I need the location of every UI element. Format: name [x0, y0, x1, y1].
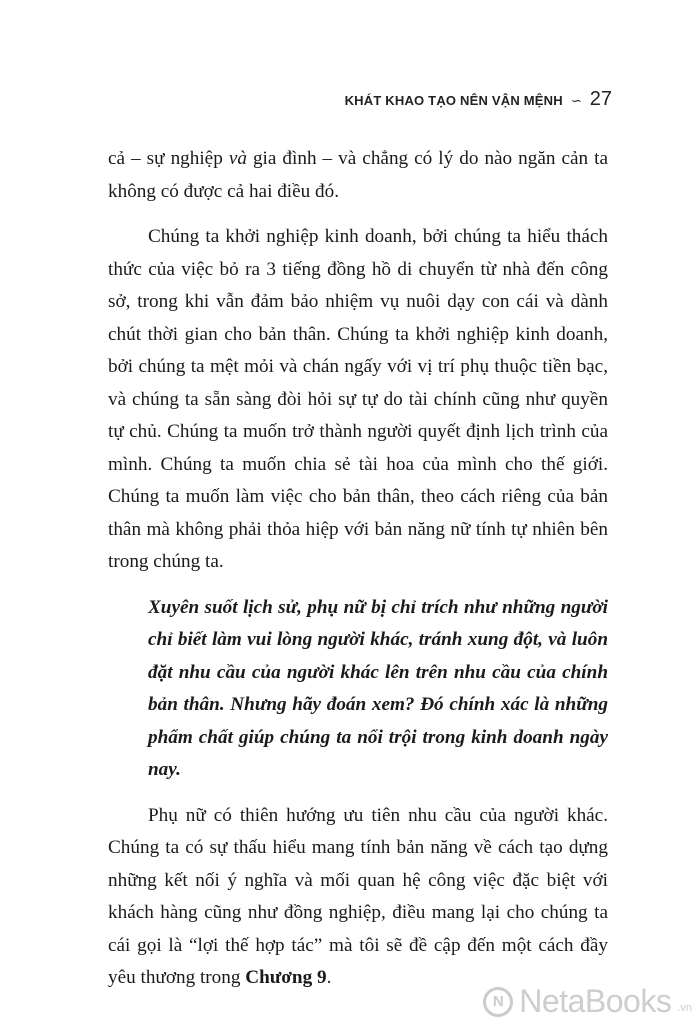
running-header	[345, 88, 612, 111]
paragraph-3	[108, 800, 608, 995]
paragraph-2: Chúng ta khởi nghiệp kinh doanh, bởi chúng ta hiểu thách thức của việc bỏ ra 3 tiếng đồng hồ di chuyển từ nhà đến công sở, trong khi vẫn đảm bảo nhiệm vụ nuôi dạy con cái và dành chút thời gian cho bản thân. Chúng ta khởi nghiệp kinh doanh, bởi chúng ta mệt mỏi và chán ngấy với vị trí phụ thuộc tiền bạc, và chúng ta sẵn sàng đòi hỏi sự tự do tài chính cũng như quyền tự chủ. Chúng ta muốn trở thành người quyết định lịch trình của mình. Chúng ta muốn chia sẻ tài hoa của mình cho thế giới. Chúng ta muốn làm việc cho bản thân, theo cách riêng của bản thân mà không phải thỏa hiệp với bản năng nữ tính tự nhiên bên trong chúng ta.	[108, 226, 608, 572]
ornament-icon: ∽	[570, 94, 582, 109]
paragraph-3-text: Phụ nữ có thiên hướng ưu tiên nhu cầu của người khác. Chúng ta có sự thấu hiểu mang tính bản năng về cách tạo dựng những kết nối ý nghĩa và mối quan hệ công việc đặc biệt với khách hàng cũng như đồng nghiệp, điều mang lại cho chúng ta cái gọi là “lợi thế hợp tác” mà tôi sẽ đề cập đến một cách đầy yêu thương trong	[108, 804, 608, 988]
watermark	[483, 983, 692, 1020]
page-number: 27	[589, 88, 612, 110]
paragraph-1	[108, 143, 608, 208]
paragraph-1-rest: gia đình – và chẳng có lý do nào ngăn cản ta không có được cả hai điều đó.	[108, 148, 608, 202]
chapter-reference: Chương 9	[245, 967, 327, 988]
pull-quote: Xuyên suốt lịch sử, phụ nữ bị chỉ trích như những người chỉ biết làm vui lòng người khác, tránh xung đột, và luôn đặt nhu cầu của người khác lên trên nhu cầu của chính bản thân. Nhưng hãy đoán xem? Đó chính xác là những phẩm chất giúp chúng ta nổi trội trong kinh doanh ngày nay.	[148, 596, 608, 780]
paragraph-1-italic: và	[228, 148, 247, 169]
page-body	[108, 143, 608, 995]
chapter-title: KHÁT KHAO TẠO NÊN VẬN MỆNH	[344, 93, 563, 108]
watermark-suffix: .vn	[677, 1002, 692, 1014]
netabooks-logo-icon: N	[483, 987, 513, 1017]
paragraph-1-start: cả – sự nghiệp	[108, 148, 229, 169]
paragraph-3-end: .	[326, 967, 332, 988]
watermark-text: NetaBooks	[519, 983, 672, 1019]
